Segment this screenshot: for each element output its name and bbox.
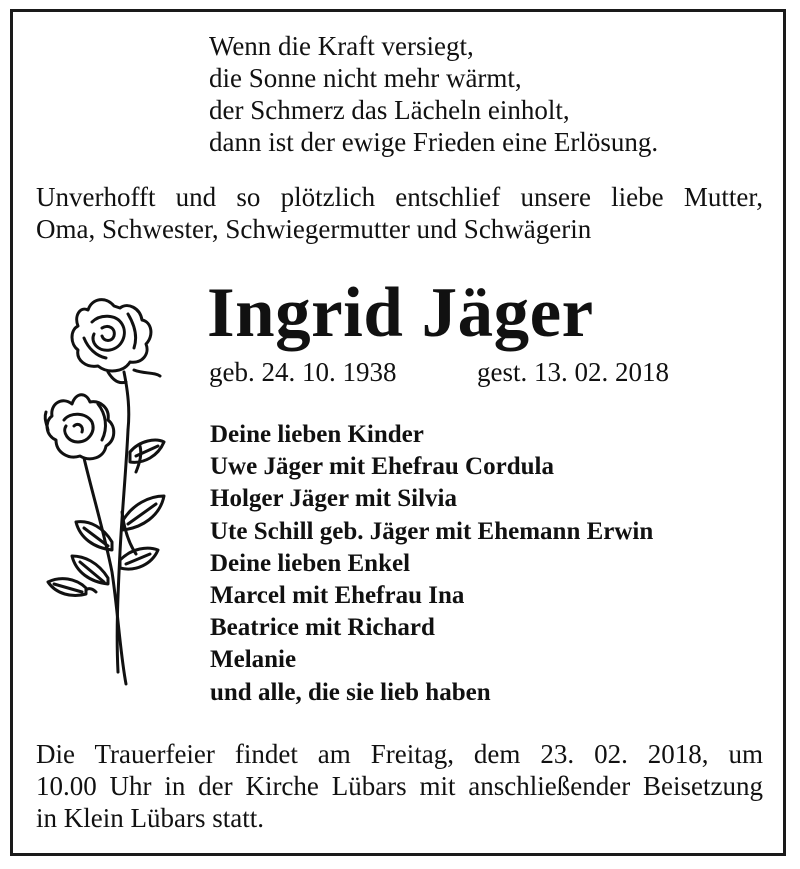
mourner-line: Marcel mit Ehefrau Ina xyxy=(210,582,465,610)
funeral-details-line: 10.00 Uhr in der Kirche Lübars mit anschließender Beisetzung xyxy=(36,771,763,801)
poem-line: der Schmerz das Lächeln einholt, xyxy=(209,95,570,125)
announcement-text xyxy=(36,181,763,245)
mourner-line: Deine lieben Enkel xyxy=(210,549,411,577)
poem-line: Wenn die Kraft versiegt, xyxy=(209,31,474,61)
announcement-line: Unverhofft und so plötzlich entschlief unsere liebe Mutter, xyxy=(36,182,763,212)
mourner-line: Uwe Jäger mit Ehefrau Cordula xyxy=(210,453,554,481)
poem-line: die Sonne nicht mehr wärmt, xyxy=(209,63,522,93)
mourner-line: und alle, die sie lieb haben xyxy=(210,678,491,706)
memorial-poem xyxy=(209,30,658,158)
mourner-line: Ute Schill geb. Jäger mit Ehemann Erwin xyxy=(210,517,654,545)
life-dates xyxy=(209,356,669,388)
announcement-line: Oma, Schwester, Schwiegermutter und Schwägerin xyxy=(36,214,592,244)
funeral-details-line: in Klein Lübars statt. xyxy=(36,803,264,833)
mourner-line: Holger Jäger mit Silvia xyxy=(210,485,457,513)
deceased-name: Ingrid Jäger xyxy=(207,274,594,352)
mourner-line: Deine lieben Kinder xyxy=(210,421,424,448)
death-date: gest. 13. 02. 2018 xyxy=(477,357,669,387)
funeral-details xyxy=(36,738,763,834)
rose-icon xyxy=(36,292,186,692)
funeral-details-line: Die Trauerfeier findet am Freitag, dem 23. 02. 2018, um xyxy=(36,739,763,769)
mourners-list xyxy=(210,419,653,709)
mourner-line: Beatrice mit Richard xyxy=(210,614,435,642)
birth-date: geb. 24. 10. 1938 xyxy=(209,357,397,387)
mourner-line: Melanie xyxy=(210,646,297,674)
poem-line: dann ist der ewige Frieden eine Erlösung. xyxy=(209,127,659,157)
